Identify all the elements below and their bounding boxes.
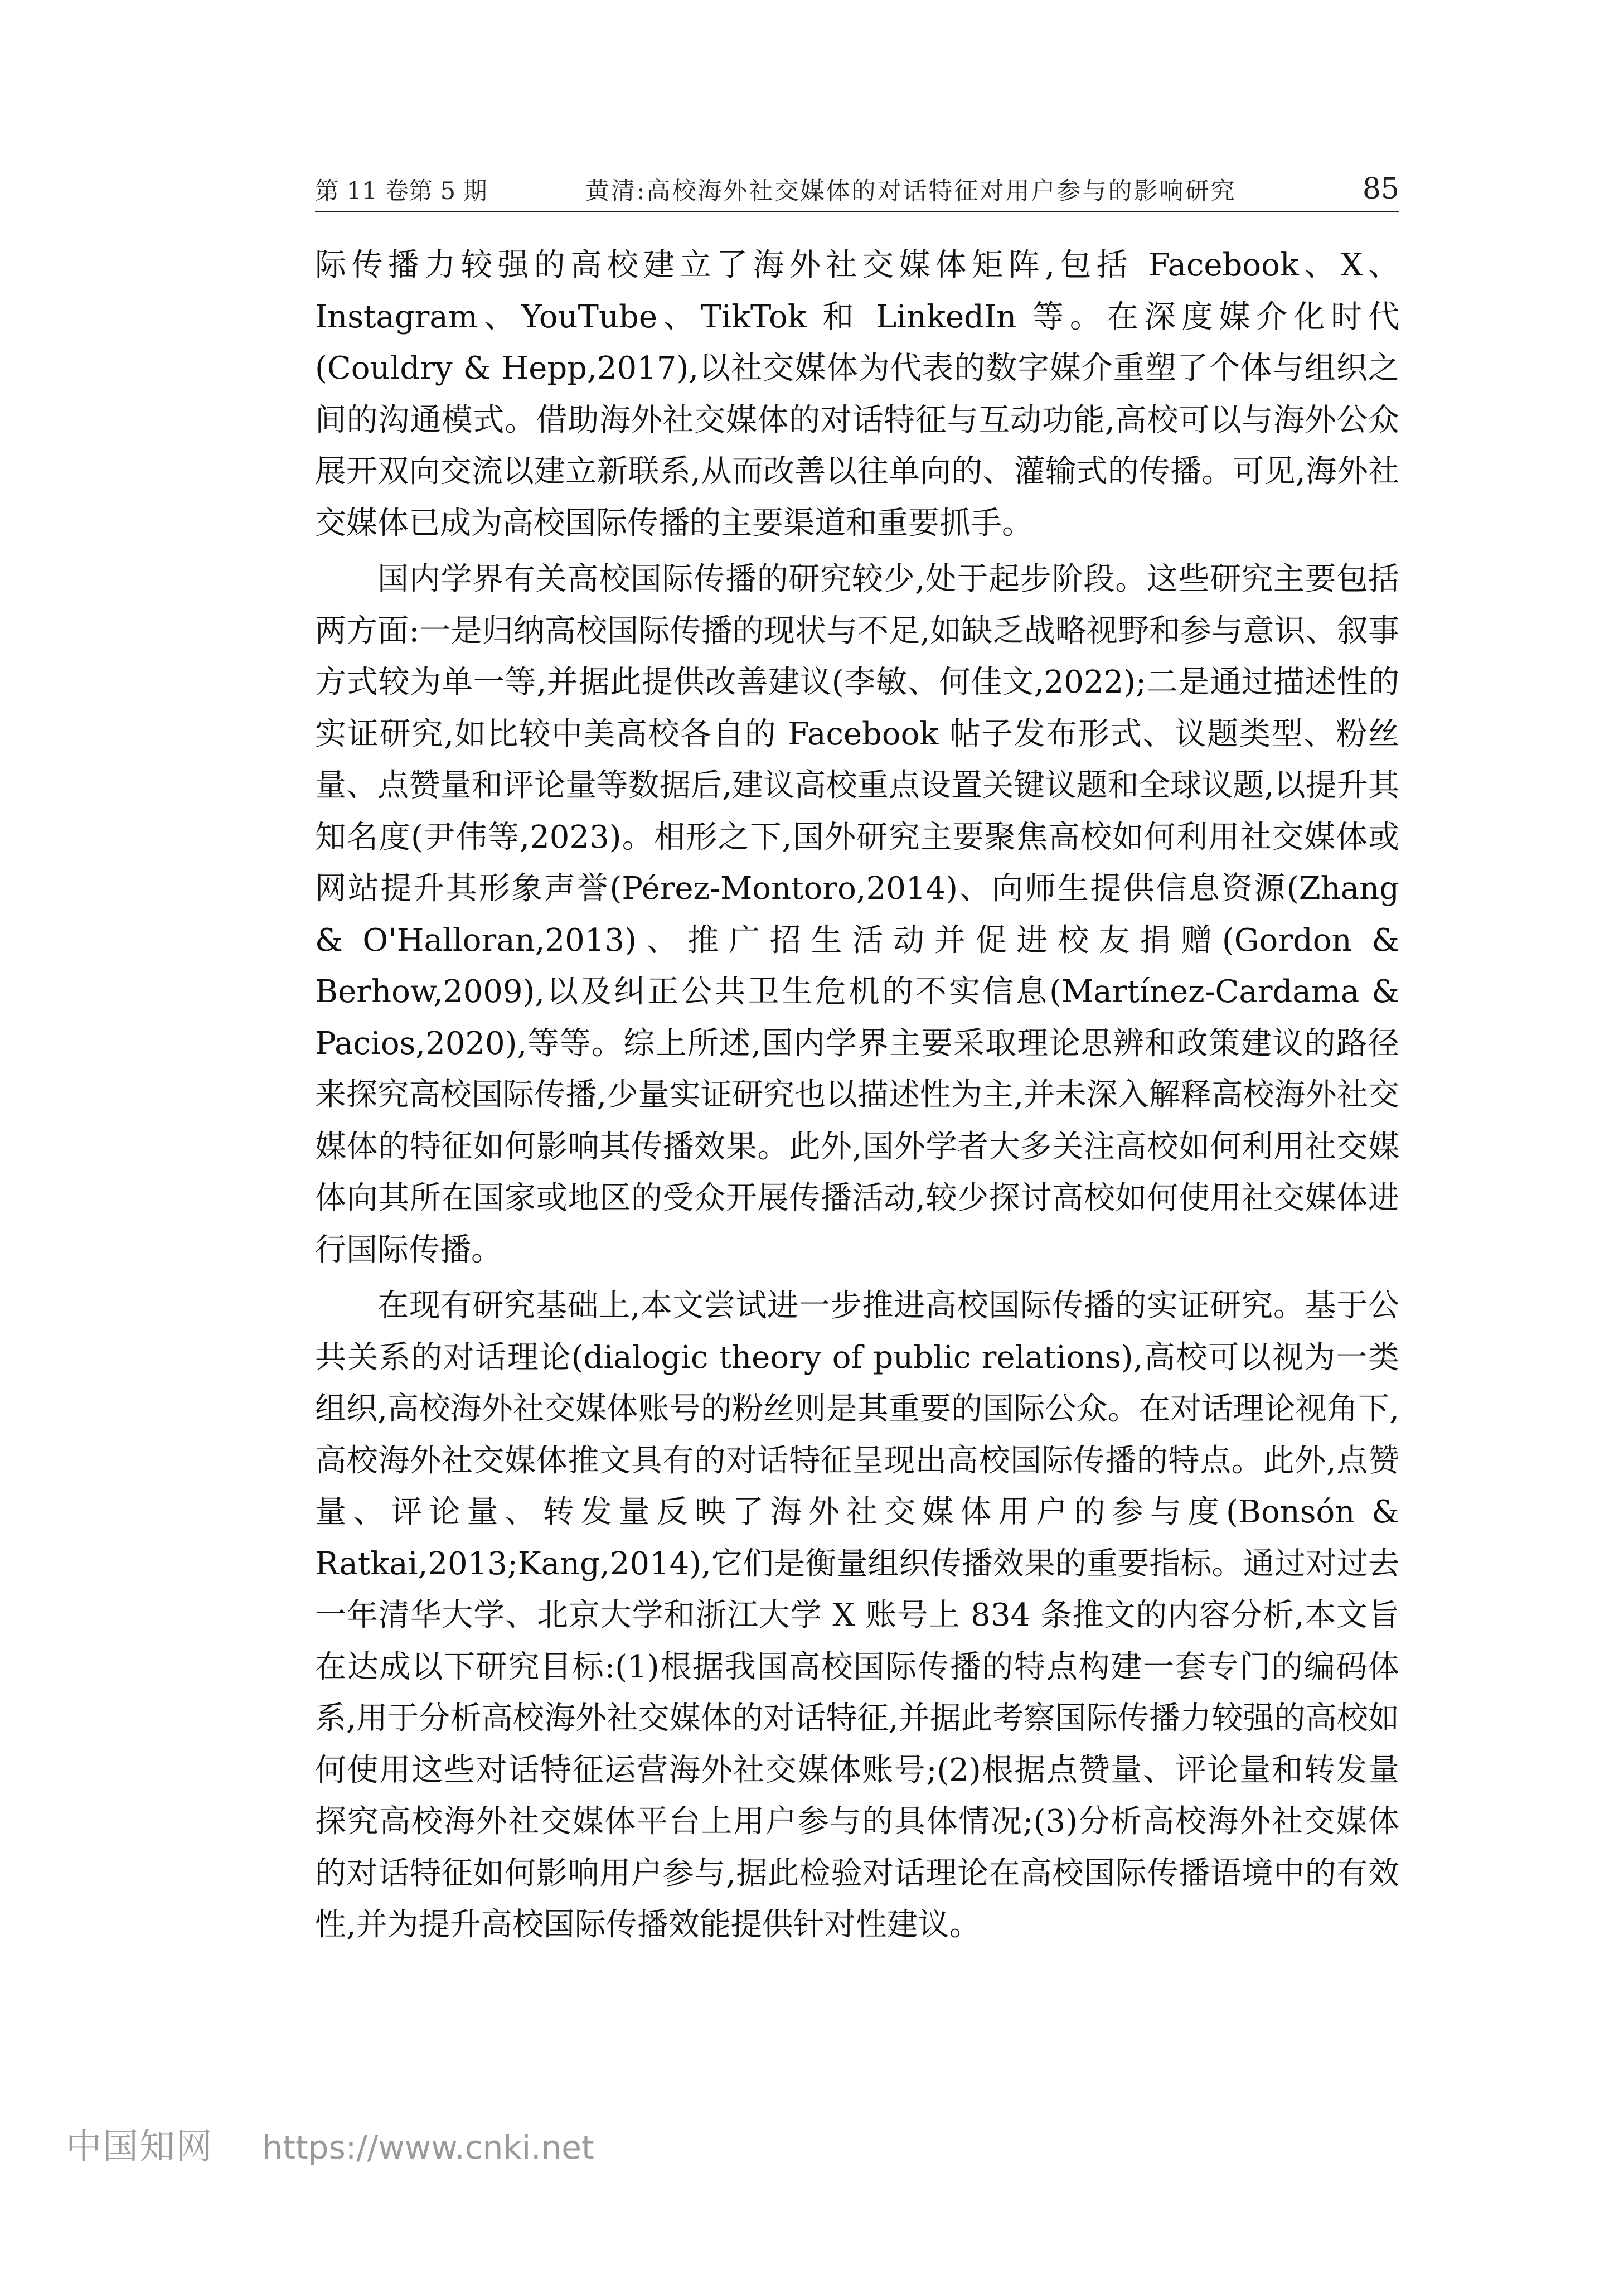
paragraph-continued: 际传播力较强的高校建立了海外社交媒体矩阵,包括 Facebook、X、Instagram、YouTube、TikTok 和 LinkedIn 等。在深度媒介化时代(Couldry & Hepp,2017),以社交媒体为代表的数字媒介重塑了个体与组织之间的沟通模式。借助海外社交媒体的对话特征与互动功能,高校可以与海外公众展开双向交流以建立新联系,从而改善以往单向的、灌输式的传播。可见,海外社交媒体已成为高校国际传播的主要渠道和重要抓手。 xyxy=(315,247,1399,541)
journal-volume-issue: 第 11 卷第 5 期 xyxy=(315,177,487,205)
page-number: 85 xyxy=(1362,172,1399,206)
paragraph-literature-review: 国内学界有关高校国际传播的研究较少,处于起步阶段。这些研究主要包括两方面:一是归纳高校国际传播的现状与不足,如缺乏战略视野和参与意识、叙事方式较为单一等,并据此提供改善建议(李敏、何佳文,2022);二是通过描述性的实证研究,如比较中美高校各自的 Facebook 帖子发布形式、议题类型、粉丝量、点赞量和评论量等数据后,建议高校重点设置关键议题和全球议题,以提升其知名度(尹伟等,2023)。相形之下,国外研究主要聚焦高校如何利用社交媒体或网站提升其形象声誉(Pérez-Montoro,2014)、向师生提供信息资源(Zhang & O'Halloran,2013)、推广招生活动并促进校友捐赠(Gordon & Berhow,2009),以及纠正公共卫生危机的不实信息(Martínez-Cardama & Pacios,2020),等等。综上所述,国内学界主要采取理论思辨和政策建议的路径来探究高校国际传播,少量实证研究也以描述性为主,并未深入解释高校海外社交媒体的特征如何影响其传播效果。此外,国外学者大多关注高校如何利用社交媒体向其所在国家或地区的受众开展传播活动,较少探讨高校如何使用社交媒体进行国际传播。 xyxy=(315,561,1399,1268)
running-title: 黄清:高校海外社交媒体的对话特征对用户参与的影响研究 xyxy=(585,177,1237,205)
cnki-logo: 中国知网 xyxy=(66,2126,213,2168)
header-rule xyxy=(315,211,1399,212)
cnki-watermark xyxy=(66,2122,594,2172)
paragraph-research-objectives: 在现有研究基础上,本文尝试进一步推进高校国际传播的实证研究。基于公共关系的对话理论(dialogic theory of public relations),高校可以视为一类组织,高校海外社交媒体账号的粉丝则是其重要的国际公众。在对话理论视角下,高校海外社交媒体推文具有的对话特征呈现出高校国际传播的特点。此外,点赞量、评论量、转发量反映了海外社交媒体用户的参与度(Bonsón & Ratkai,2013;Kang,2014),它们是衡量组织传播效果的重要指标。通过对过去一年清华大学、北京大学和浙江大学 X 账号上 834 条推文的内容分析,本文旨在达成以下研究目标:(1)根据我国高校国际传播的特点构建一套专门的编码体系,用于分析高校海外社交媒体的对话特征,并据此考察国际传播力较强的高校如何使用这些对话特征运营海外社交媒体账号;(2)根据点赞量、评论量和转发量探究高校海外社交媒体平台上用户参与的具体情况;(3)分析高校海外社交媒体的对话特征如何影响用户参与,据此检验对话理论在高校国际传播语境中的有效性,并为提升高校国际传播效能提供针对性建议。 xyxy=(315,1288,1399,1943)
running-header xyxy=(315,172,1399,208)
article-body xyxy=(315,240,1399,1956)
cnki-url: https://www.cnki.net xyxy=(262,2129,594,2166)
